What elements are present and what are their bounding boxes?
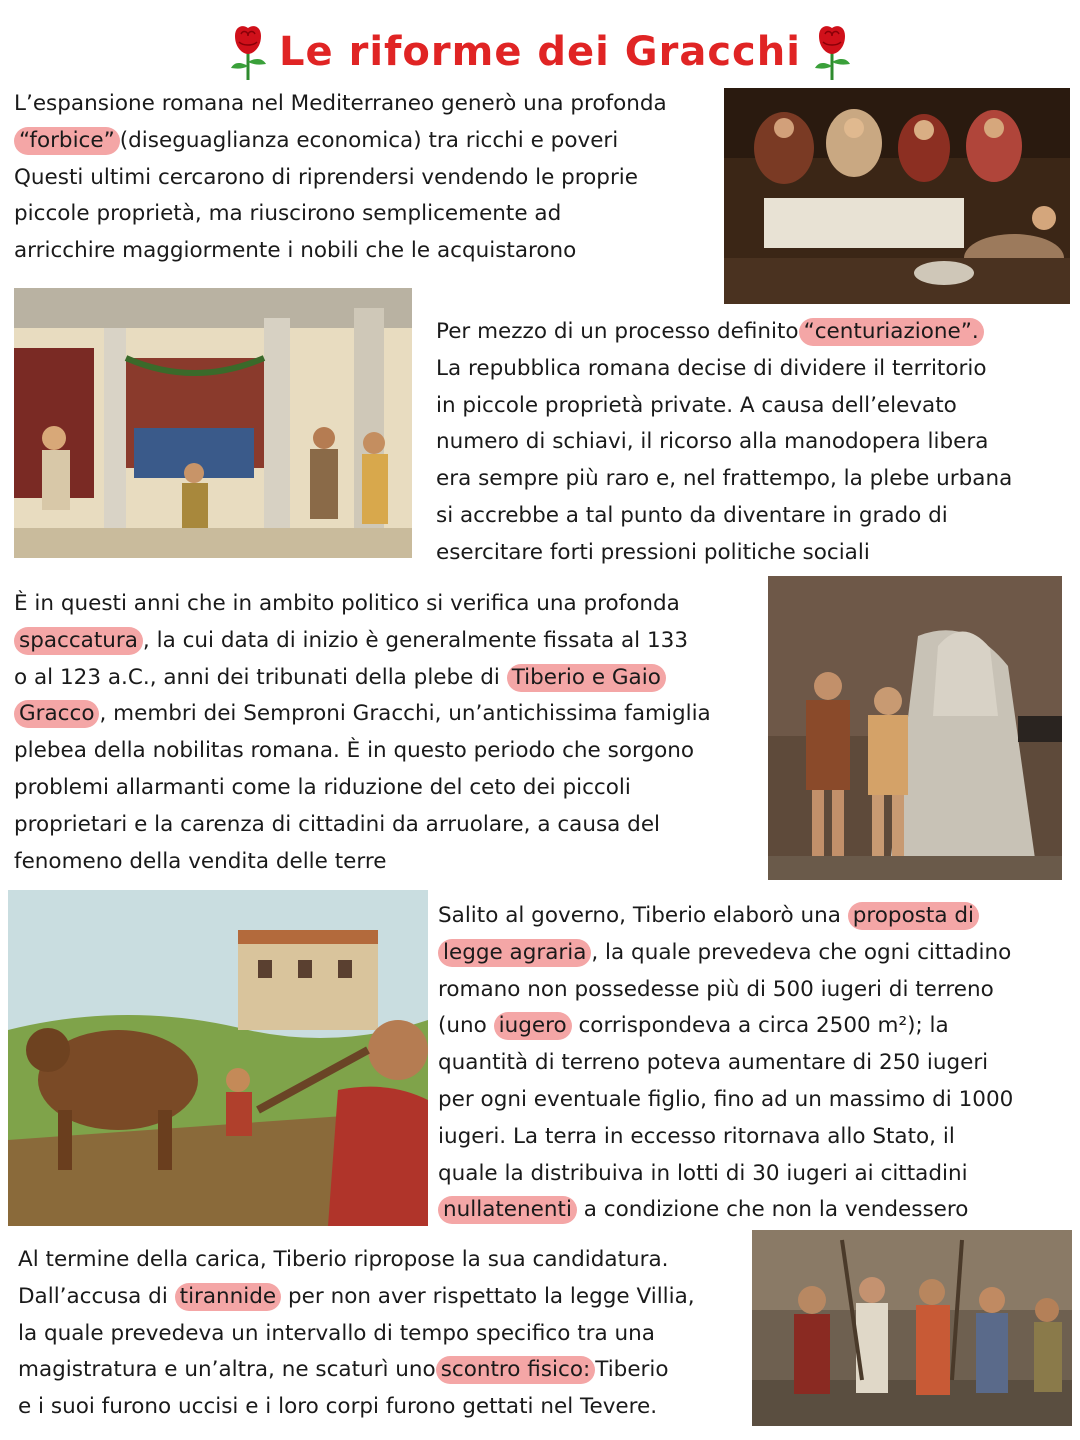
text-fragment: magistratura e un’altra, ne scaturì uno [18,1357,436,1383]
text-fragment: (diseguaglianza economica) tra ricchi e poveri [119,127,619,153]
highlight-spaccatura: spaccatura [14,627,143,655]
text-line: numero di schiavi, il ricorso alla manodopera libera [436,429,989,455]
paragraph-centuriazione [436,314,1072,572]
highlight-nullatenenti: nullatenenti [438,1196,577,1224]
gracchus-scene-image [752,1230,1072,1426]
rose-icon [223,22,273,82]
highlight-centuriazione: “centuriazione”. [799,318,984,346]
text-line: quantità di terreno poteva aumentare di 250 iugeri [438,1050,989,1076]
text-fragment: a condizione che non la vendessero [583,1197,969,1223]
text-line: proprietari e la carenza di cittadini da arruolare, a causa del [14,811,661,837]
text-line: romano non possedesse più di 500 iugeri di terreno [438,976,994,1002]
highlight-scontro-fisico: scontro fisico: [436,1356,596,1384]
text-fragment: Dall’accusa di [18,1283,168,1309]
text-fragment: Tiberio [595,1357,669,1383]
text-fragment: , membri dei Semproni Gracchi, un’antichissima famiglia [99,701,711,727]
highlight-forbice: “forbice” [14,127,120,155]
title-text: Le riforme dei Gracchi [279,29,801,75]
paragraph-legge-agraria [438,898,1074,1229]
text-line [438,935,1074,972]
highlight-tirannide: tirannide [175,1283,282,1311]
text-line: la quale prevedeva un intervallo di tempo specifico tra una [18,1320,655,1346]
text-line: plebea della nobilitas romana. È in questo periodo che sorgono [14,738,695,764]
text-line: esercitare forti pressioni politiche sociali [436,539,870,565]
text-line: fenomeno della vendita delle terre [14,848,387,874]
rose-icon [807,22,857,82]
text-line: in piccole proprietà private. A causa dell’elevato [436,392,957,418]
text-line: e i suoi furono uccisi e i loro corpi furono gettati nel Tevere. [18,1394,658,1420]
text-line [438,1192,1074,1229]
text-fragment: (uno [438,1013,487,1039]
text-line: Al termine della carica, Tiberio ripropose la sua candidatura. [18,1247,669,1272]
text-line: quale la distribuiva in lotti di 30 iugeri ai cittadini [438,1160,968,1186]
highlight-iugero: iugero [494,1012,572,1040]
text-fragment: corrispondeva a circa 2500 m²); la [578,1013,949,1039]
text-line [438,898,1074,935]
text-line: piccole proprietà, ma riuscirono semplicemente ad [14,201,562,227]
text-line [14,660,759,697]
text-line [14,696,759,733]
text-line: L’espansione romana nel Mediterraneo generò una profonda [14,91,667,116]
text-line: era sempre più raro e, nel frattempo, la plebe urbana [436,466,1013,492]
text-line: La repubblica romana decise di dividere il territorio [436,355,987,381]
text-fragment: , la cui data di inizio è generalmente fissata al 133 [142,627,689,653]
paragraph-tirannide [18,1242,748,1426]
text-line: problemi allarmanti come la riduzione del ceto dei piccoli [14,774,631,800]
highlight-proposta: proposta di [848,902,979,930]
text-line [438,1008,1074,1045]
cornelia-painting-image [768,576,1062,880]
paragraph-forbice [14,86,714,270]
highlight-tiberio-gaio: Tiberio e Gaio [507,664,666,692]
text-line: per ogni eventuale figlio, fino ad un massimo di 1000 [438,1086,1014,1112]
text-line [18,1279,748,1316]
text-fragment: Per mezzo di un processo definito [436,319,799,344]
text-line [14,123,714,160]
text-fragment: Salito al governo, Tiberio elaborò una [438,903,841,928]
text-line: Questi ultimi cercarono di riprendersi vendendo le proprie [14,164,638,190]
text-fragment: per non aver rispettato la legge Villia, [288,1283,695,1309]
text-line: iugeri. La terra in eccesso ritornava allo Stato, il [438,1123,955,1149]
text-line [14,623,759,660]
text-line [436,314,1072,351]
plowing-farmers-image [8,890,428,1226]
text-fragment: o al 123 a.C., anni dei tribunati della plebe di [14,664,500,690]
page-title [0,18,1080,82]
roman-shop-image [14,288,412,558]
text-line: arricchire maggiormente i nobili che le acquistarono [14,238,577,264]
text-line: si accrebbe a tal punto da diventare in grado di [436,502,948,528]
highlight-gracco: Gracco [14,700,99,728]
paragraph-spaccatura [14,586,759,880]
banquet-painting-image [724,88,1070,304]
text-fragment: , la quale prevedeva che ogni cittadino [591,939,1012,965]
highlight-legge-agraria: legge agraria [438,939,591,967]
text-line [18,1352,748,1389]
text-line: È in questi anni che in ambito politico si verifica una profonda [14,591,680,616]
